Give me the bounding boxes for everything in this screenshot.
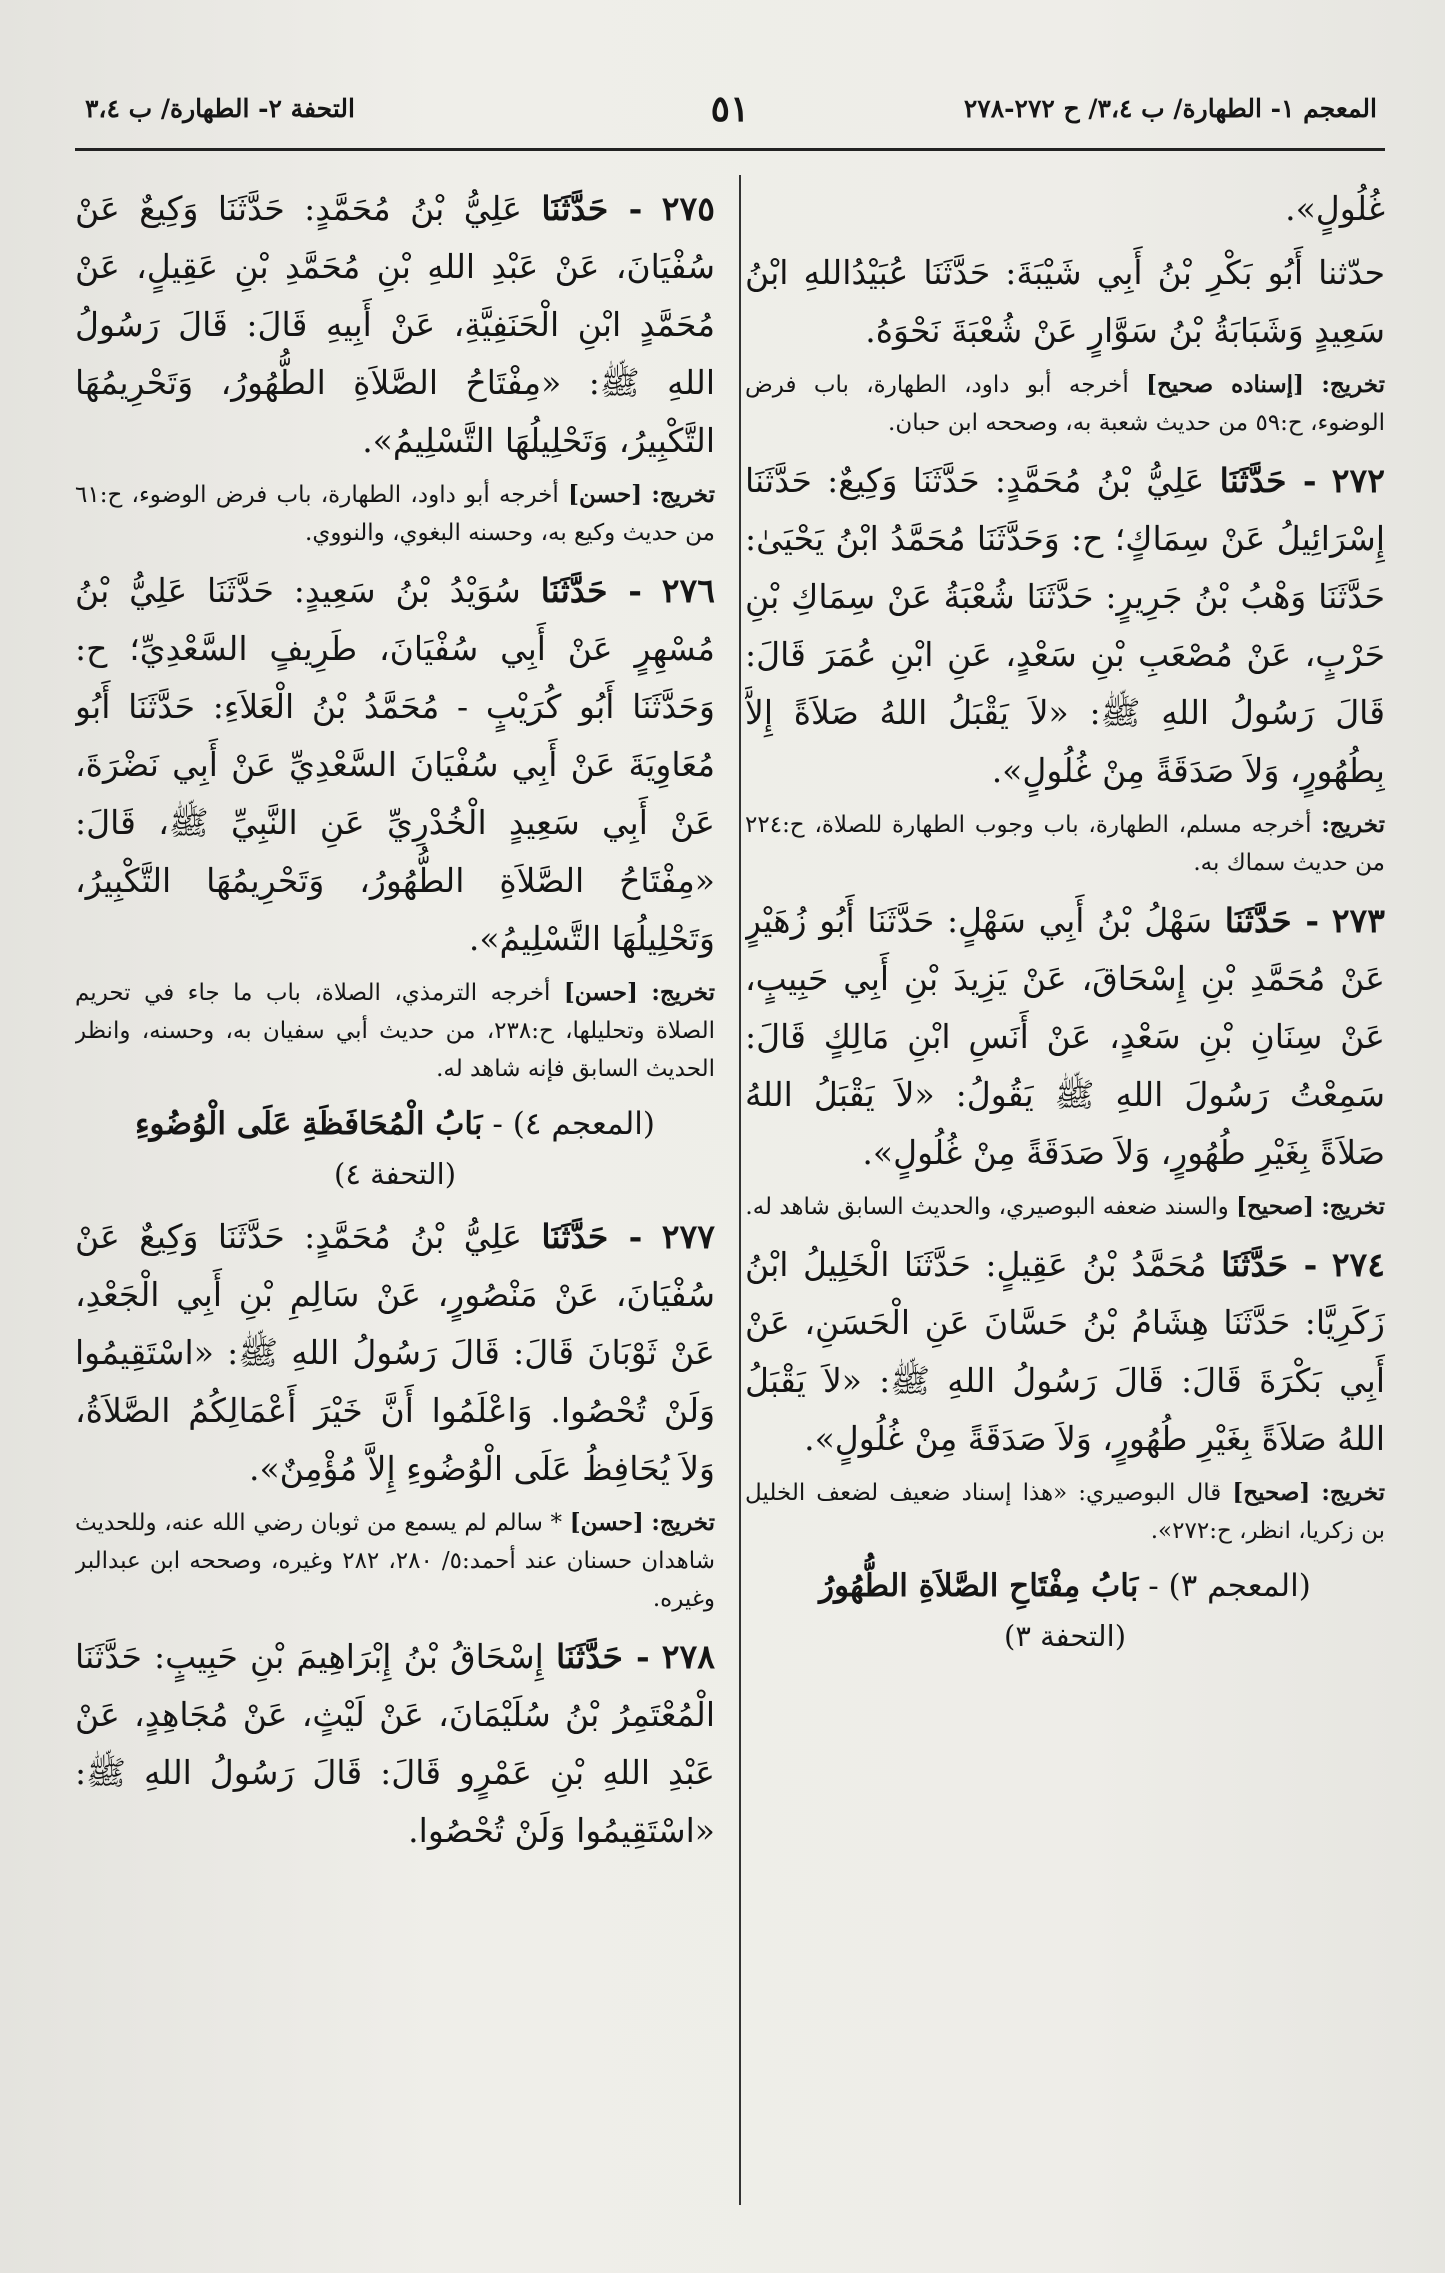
takhrij-grade: [حسن]: [568, 481, 643, 508]
takhrij-text: أخرجه أبو داود، الطهارة، باب فرض الوضوء، ح:٥٩ من حديث شعبة به، وصححه ابن حبان.: [745, 372, 1385, 436]
takhrij-label: تخريج:: [1321, 1479, 1385, 1506]
hadith-number: ٢٧٥: [661, 189, 715, 228]
takhrij-label: تخريج:: [1321, 371, 1385, 398]
hadith-text: سُوَيْدُ بْنُ سَعِيدٍ: حَدَّثَنَا عَلِيُّ بْنُ مُسْهِرٍ عَنْ أَبِي سُفْيَانَ، طَرِيفٍ السَّعْدِيِّ؛ ح: وَحَدَّثَنَا أَبُو كُرَيْبٍ - مُحَمَّدُ بْنُ الْعَلاَءِ: حَدَّثَنَا أَبُو مُعَاوِيَةَ عَنْ أَبِي سُفْيَانَ السَّعْدِيِّ عَنْ أَبِي نَضْرَةَ، عَنْ أَبِي سَعِيدٍ الْخُدْرِيِّ عَنِ النَّبِيِّ ﷺ، قَالَ: «مِفْتَاحُ الصَّلاَةِ الطُّهُورُ، وَتَحْرِيمُهَا التَّكْبِيرُ، وَتَحْلِيلُهَا التَّسْلِيمُ».: [75, 571, 715, 958]
takhrij-label: تخريج:: [651, 1509, 715, 1536]
takhrij-grade: [إسناده صحيح]: [1146, 371, 1304, 398]
takhrij-note: [745, 1474, 1385, 1550]
left-column: [75, 180, 715, 2213]
hadith-text: حدّثنا أَبُو بَكْرِ بْنُ أَبِي شَيْبَةَ: حَدَّثَنَا عُبَيْدُاللهِ ابْنُ سَعِيدٍ وَشَبَابَةُ بْنُ سَوَّارٍ عَنْ شُعْبَةَ نَحْوَهُ.: [745, 253, 1385, 350]
takhrij-note: [745, 1188, 1385, 1226]
takhrij-text: قال البوصيري: «هذا إسناد ضعيف لضعف الخليل بن زكريا، انظر، ح:٢٧٢».: [745, 1480, 1385, 1544]
takhrij-label: تخريج:: [1321, 1193, 1385, 1220]
tuhfa-text: (التحفة ٤): [333, 1157, 457, 1191]
takhrij-text: * سالم لم يسمع من ثوبان رضي الله عنه، وللحديث شاهدان حسنان عند أحمد:٥/ ٢٨٠، ٢٨٢ وغيره، وصححه ابن عبدالبر وغيره.: [75, 1510, 715, 1612]
hadith-number: ٢٧٣: [1331, 901, 1385, 940]
takhrij-label: تخريج:: [651, 979, 715, 1006]
column-divider: [739, 175, 741, 2205]
hadith-text: مُحَمَّدُ بْنُ عَقِيلٍ: حَدَّثَنَا الْخَلِيلُ ابْنُ زَكَرِيَّا: حَدَّثَنَا هِشَامُ بْنُ حَسَّانَ عَنِ الْحَسَنِ، عَنْ أَبِي بَكْرَةَ قَالَ: قَالَ رَسُولُ اللهِ ﷺ: «لاَ يَقْبَلُ اللهُ صَلاَةً بِغَيْرِ طُهُورٍ، وَلاَ صَدَقَةً مِنْ غُلُولٍ».: [745, 1245, 1385, 1458]
hadith-text: عَلِيُّ بْنُ مُحَمَّدٍ: حَدَّثَنَا وَكِيعٌ عَنْ سُفْيَانَ، عَنْ مَنْصُورٍ، عَنْ سَالِمِ بْنِ أَبِي الْجَعْدِ، عَنْ ثَوْبَانَ قَالَ: قَالَ رَسُولُ اللهِ ﷺ: «اسْتَقِيمُوا وَلَنْ تُحْصُوا. وَاعْلَمُوا أَنَّ خَيْرَ أَعْمَالِكُمُ الصَّلاَةُ، وَلاَ يُحَافِظُ عَلَى الْوُضُوءِ إِلاَّ مُؤْمِنٌ».: [75, 1217, 715, 1488]
hadith-number: ٢٧٧: [661, 1217, 715, 1256]
right-column: [745, 180, 1385, 2213]
hadith-lead: - حَدَّثَنَا: [541, 1217, 643, 1256]
hadith-text: عَلِيُّ بْنُ مُحَمَّدٍ: حَدَّثَنَا وَكِيعٌ عَنْ سُفْيَانَ، عَنْ عَبْدِ اللهِ بْنِ مُحَمَّدِ بْنِ عَقِيلٍ، عَنْ مُحَمَّدٍ ابْنِ الْحَنَفِيَّةِ، عَنْ أَبِيهِ قَالَ: قَالَ رَسُولُ اللهِ ﷺ: «مِفْتَاحُ الصَّلاَةِ الطُّهُورُ، وَتَحْرِيمُهَا التَّكْبِيرُ، وَتَحْلِيلُهَا التَّسْلِيمُ».: [75, 189, 715, 460]
chapter-title: بَابُ الْمُحَافَظَةِ عَلَى الْوُضُوءِ: [134, 1106, 483, 1142]
hadith-lead: - حَدَّثَنَا: [541, 189, 643, 228]
hadith-paragraph: [745, 892, 1385, 1182]
takhrij-label: تخريج:: [651, 481, 715, 508]
hadith-number: ٢٧٢: [1331, 461, 1385, 500]
header-left-reference: التحفة ٢- الطهارة/ ب ٣،٤: [85, 94, 355, 123]
hadith-lead: - حَدَّثَنَا: [1224, 901, 1320, 940]
takhrij-note: [75, 1504, 715, 1618]
hadith-lead: - حَدَّثَنَا: [1221, 1245, 1318, 1284]
hadith-text: عَلِيُّ بْنُ مُحَمَّدٍ: حَدَّثَنَا وَكِيعٌ: حَدَّثَنَا إِسْرَائِيلُ عَنْ سِمَاكٍ؛ ح: وَحَدَّثَنَا مُحَمَّدُ ابْنُ يَحْيَىٰ: حَدَّثَنَا وَهْبُ بْنُ جَرِيرٍ: حَدَّثَنَا شُعْبَةُ عَنْ سِمَاكِ بْنِ حَرْبٍ، عَنْ مُصْعَبِ بْنِ سَعْدٍ، عَنِ ابْنِ عُمَرَ قَالَ: قَالَ رَسُولُ اللهِ ﷺ: «لاَ يَقْبَلُ اللهُ صَلاَةً إِلاَّ بِطُهُورٍ، وَلاَ صَدَقَةً مِنْ غُلُولٍ».: [745, 461, 1385, 790]
takhrij-text: أخرجه مسلم، الطهارة، باب وجوب الطهارة للصلاة، ح:٢٢٤ من حديث سماك به.: [745, 812, 1385, 876]
takhrij-label: تخريج:: [1321, 811, 1385, 838]
hadith-paragraph: [75, 180, 715, 470]
hadith-number: ٢٧٦: [661, 571, 715, 610]
hadith-lead: - حَدَّثَنَا: [555, 1637, 650, 1676]
hadith-text: إِسْحَاقُ بْنُ إِبْرَاهِيمَ بْنِ حَبِيبٍ: حَدَّثَنَا الْمُعْتَمِرُ بْنُ سُلَيْمَانَ، عَنْ لَيْثٍ، عَنْ مُجَاهِدٍ، عَنْ عَبْدِ اللهِ بْنِ عَمْرٍو قَالَ: قَالَ رَسُولُ اللهِ ﷺ: «اسْتَقِيمُوا وَلَنْ تُحْصُوا.: [75, 1637, 715, 1850]
hadith-paragraph: [75, 562, 715, 968]
hadith-lead: - حَدَّثَنَا: [540, 571, 642, 610]
hadith-paragraph: [745, 1236, 1385, 1468]
chapter-prefix: (المعجم ٣) -: [1148, 1568, 1311, 1604]
hadith-paragraph: [745, 244, 1385, 360]
hadith-text: سَهْلُ بْنُ أَبِي سَهْلٍ: حَدَّثَنَا أَبُو زُهَيْرٍ عَنْ مُحَمَّدِ بْنِ إِسْحَاقَ، عَنْ يَزِيدَ بْنِ أَبِي حَبِيبٍ، عَنْ سِنَانِ بْنِ سَعْدٍ، عَنْ أَنَسِ ابْنِ مَالِكٍ قَالَ: سَمِعْتُ رَسُولَ اللهِ ﷺ يَقُولُ: «لاَ يَقْبَلُ اللهُ صَلاَةً بِغَيْرِ طُهُورٍ، وَلاَ صَدَقَةً مِنْ غُلُولٍ».: [745, 901, 1385, 1172]
hadith-paragraph: [75, 1208, 715, 1498]
chapter-title: بَابُ مِفْتَاحِ الصَّلاَةِ الطُّهُورُ: [819, 1568, 1139, 1604]
running-header: [75, 88, 1385, 151]
hadith-text: غُلُولٍ».: [1285, 189, 1385, 228]
takhrij-note: [75, 974, 715, 1088]
hadith-paragraph: [75, 1628, 715, 1860]
tuhfa-text: (التحفة ٣): [1003, 1619, 1127, 1653]
takhrij-grade: [حسن]: [563, 979, 638, 1006]
takhrij-grade: [صحيح]: [1236, 1193, 1314, 1220]
takhrij-note: [75, 476, 715, 552]
page-number: ٥١: [710, 88, 750, 130]
chapter-prefix: (المعجم ٤) -: [492, 1106, 655, 1142]
takhrij-grade: [حسن]: [569, 1509, 644, 1536]
takhrij-text: أخرجه الترمذي، الصلاة، باب ما جاء في تحريم الصلاة وتحليلها، ح:٢٣٨، من حديث أبي سفيان به، وحسنه، وانظر الحديث السابق فإنه شاهد له.: [75, 980, 715, 1082]
takhrij-note: [745, 806, 1385, 882]
hadith-paragraph: [745, 180, 1385, 238]
takhrij-grade: [صحيح]: [1232, 1479, 1311, 1506]
header-right-reference: المعجم ١- الطهارة/ ب ٣،٤/ ح ٢٧٢-٢٧٨: [963, 94, 1377, 123]
takhrij-text: والسند ضعفه البوصيري، والحديث السابق شاهد له.: [745, 1194, 1229, 1220]
hadith-number: ٢٧٨: [661, 1637, 715, 1676]
tuhfa-reference: [745, 1612, 1385, 1660]
chapter-heading: [75, 1098, 715, 1150]
hadith-number: ٢٧٤: [1331, 1245, 1385, 1284]
hadith-lead: - حَدَّثَنَا: [1219, 461, 1317, 500]
tuhfa-reference: [75, 1150, 715, 1198]
takhrij-text: أخرجه أبو داود، الطهارة، باب فرض الوضوء، ح:٦١ من حديث وكيع به، وحسنه البغوي، والنووي.: [75, 482, 715, 546]
hadith-paragraph: [745, 452, 1385, 800]
chapter-heading: [745, 1560, 1385, 1612]
takhrij-note: [745, 366, 1385, 442]
